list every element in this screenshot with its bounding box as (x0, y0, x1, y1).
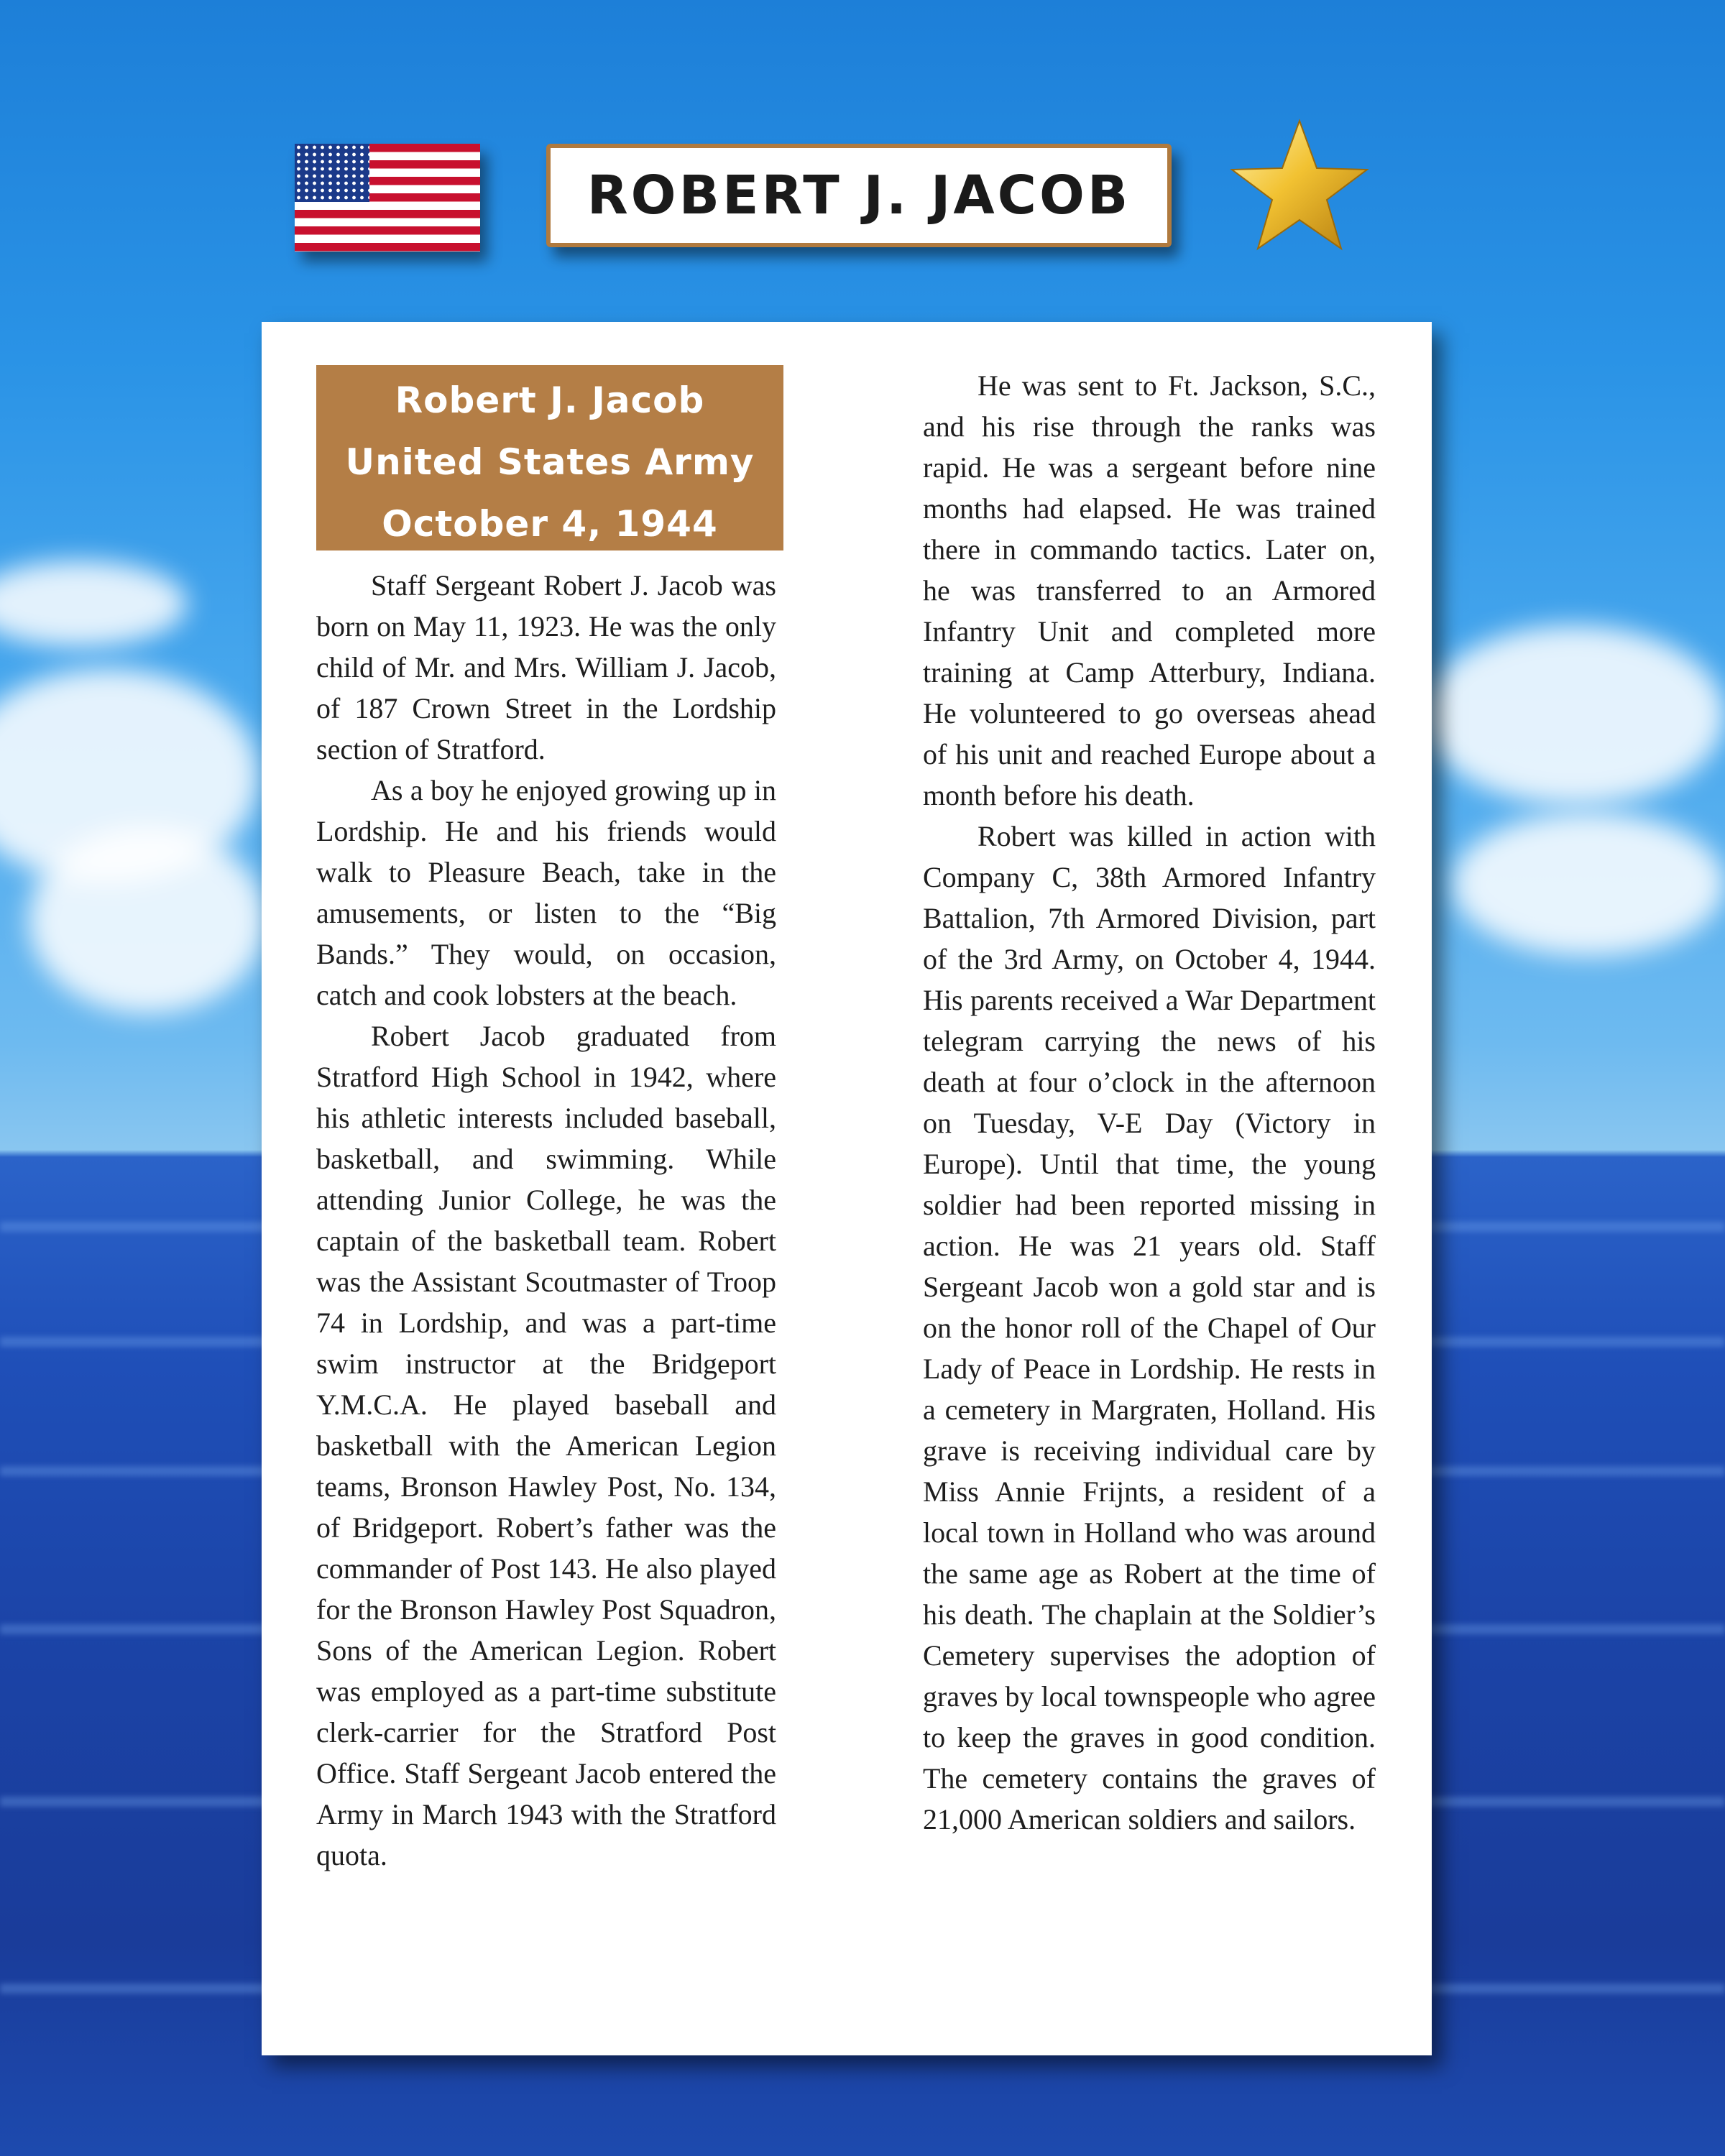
title-date: October 4, 1944 (382, 503, 718, 545)
name-plate-text: ROBERT J. JACOB (586, 165, 1131, 226)
article-page (262, 322, 1432, 2055)
title-branch: United States Army (345, 441, 755, 483)
right-column (923, 365, 1376, 1840)
paragraph: As a boy he enjoyed growing up in Lordship. He and his friends would walk to Pleasure Beach, take in the amusements, or listen to the “Big Bands.” They would, on occasion, catch and cook lobsters at the beach. (316, 774, 776, 1011)
article-title-box (316, 365, 783, 550)
flag-canton (295, 144, 369, 202)
paragraph: He was sent to Ft. Jackson, S.C., and his rise through the ranks was rapid. He was a sergeant before nine months had elapsed. He was trained there in commando tactics. Later on, he was transferred to an Armored Infantry Unit and completed more training at Camp Atterbury, Indiana. He volunteered to go overseas ahead of his unit and reached Europe about a month before his death. (923, 369, 1376, 811)
cloud (1452, 812, 1725, 956)
left-column (316, 565, 776, 1876)
gold-star-icon (1228, 115, 1371, 259)
name-plate (546, 144, 1172, 247)
cloud (1423, 625, 1725, 805)
title-name: Robert J. Jacob (395, 379, 705, 421)
paragraph: Staff Sergeant Robert J. Jacob was born on May 11, 1923. He was the only child of Mr. and Mrs. William J. Jacob, of 187 Crown Street in the Lordship section of Stratford. (316, 569, 776, 765)
paragraph: Robert Jacob graduated from Stratford High School in 1942, where his athletic interests included baseball, basketball, and swimming. While attending Junior College, he was the captain of the basketball team. Robert was the Assistant Scoutmaster of Troop 74 in Lordship, and was a part-time swim instructor at the Bridgeport Y.M.C.A. He played baseball and basketball with the American Legion teams, Bronson Hawley Post, No. 134, of Bridgeport. Robert’s father was the commander of Post 143. He also played for the Bronson Hawley Post Squadron, Sons of the American Legion. Robert was employed as a part-time substitute clerk-carrier for the Stratford Post Office. Staff Sergeant Jacob entered the Army in March 1943 with the Stratford quota. (316, 1020, 776, 1871)
us-flag-icon (295, 144, 480, 252)
paragraph: Robert was killed in action with Company C, 38th Armored Infantry Battalion, 7th Armored Division, part of the 3rd Army, on October 4, 1944. His parents received a War Department telegram carrying the news of his death at four o’clock in the afternoon on Tuesday, V-E Day (Victory in Europe). Until that time, the young soldier had been reported missing in action. He was 21 years old. Staff Sergeant Jacob won a gold star and is on the honor roll of the Chapel of Our Lady of Peace in Lordship. He rests in a cemetery in Margraten, Holland. His grave is receiving individual care by Miss Annie Frijnts, a resident of a local town in Holland who was around the same age as Robert at the time of his death. The chaplain at the Soldier’s Cemetery supervises the adoption of graves by local townspeople who agree to keep the graves in good condition. The cemetery contains the graves of 21,000 American soldiers and sailors. (923, 820, 1376, 1835)
cloud (29, 826, 266, 1013)
